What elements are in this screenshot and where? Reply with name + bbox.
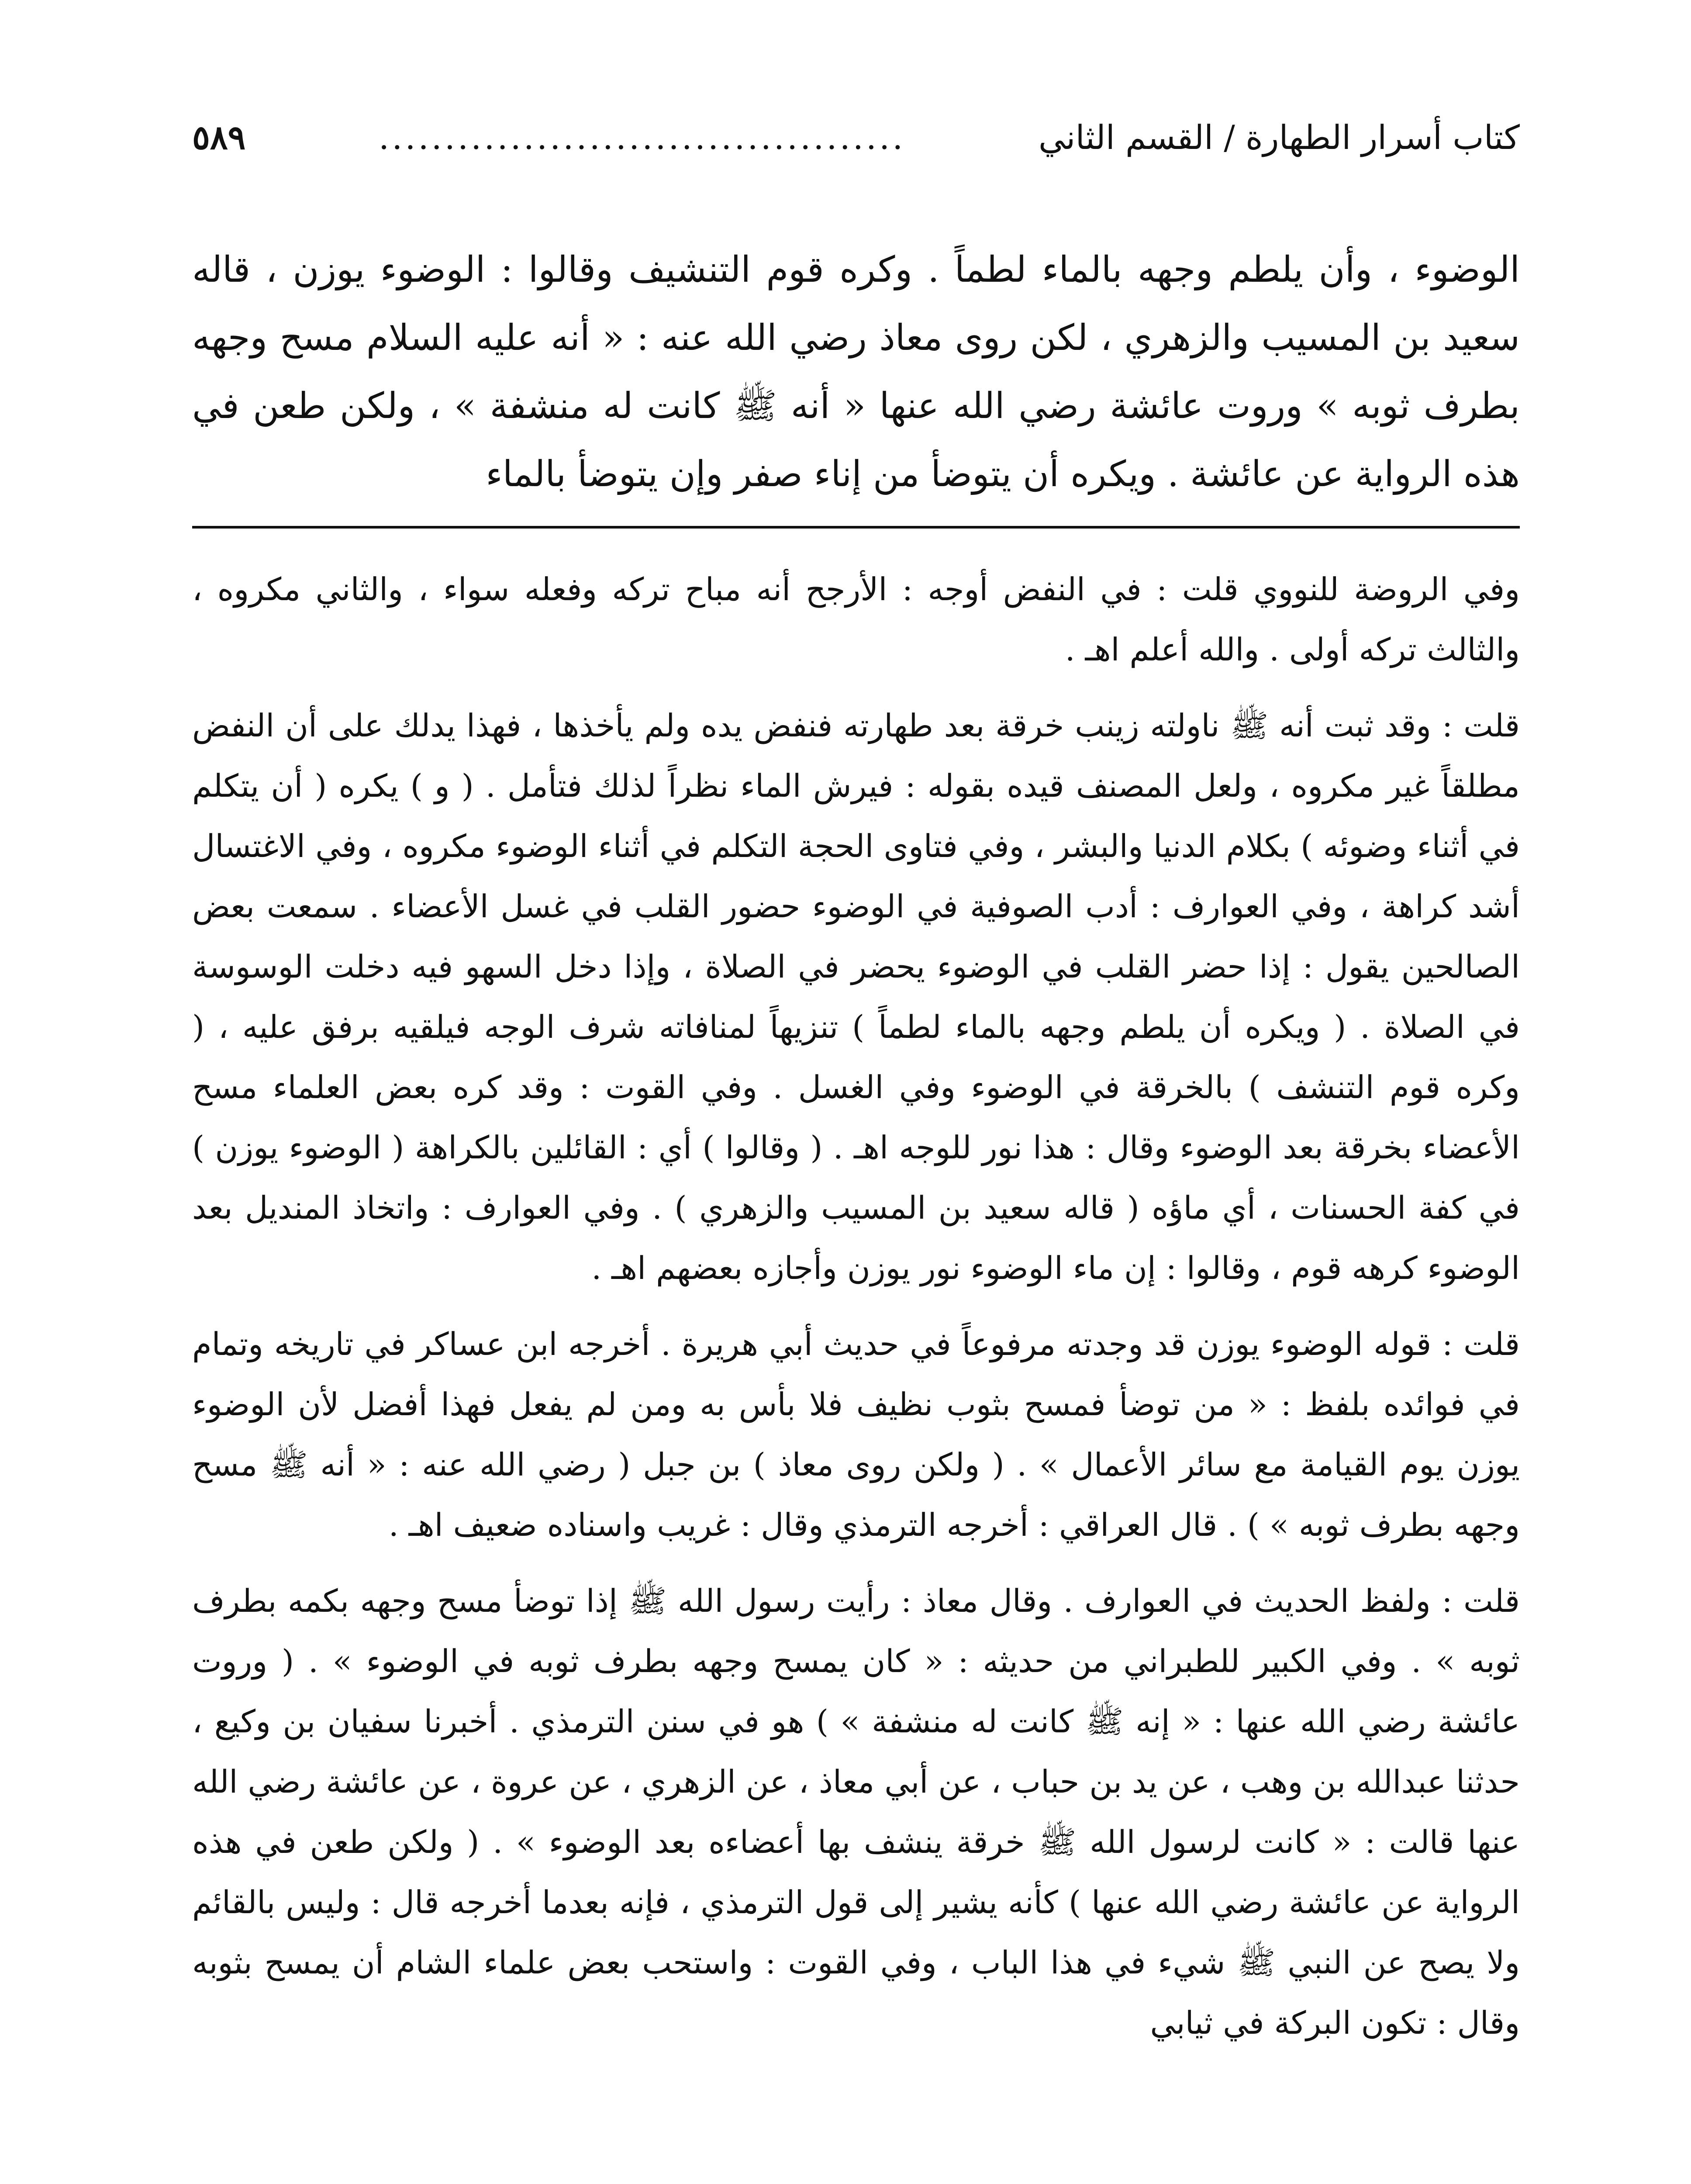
running-header <box>192 109 1520 175</box>
footnote-divider <box>192 526 1520 529</box>
main-text: الوضوء ، وأن يلطم وجهه بالماء لطماً . وكره قوم التنشيف وقالوا : الوضوء يوزن ، قاله سعيد بن المسيب والزهري ، لكن روى معاذ رضي الله عنه : « أنه عليه السلام مسح وجهه بطرف ثوبه » وروت عائشة رضي الله عنها « أنه ﷺ كانت له منشفة » ، ولكن طعن في هذه الرواية عن عائشة . ويكره أن يتوضأ من إناء صفر وإن يتوضأ بالماء <box>192 249 1520 495</box>
running-title: كتاب أسرار الطهارة / القسم الثاني <box>1038 118 1520 157</box>
commentary-paragraph-1: وفي الروضة للنووي قلت : في النفض أوجه : الأرجح أنه مباح تركه وفعله سواء ، والثاني مكروه ، والثالث تركه أولى . والله أعلم اهـ . <box>192 571 1520 668</box>
commentary-paragraph-3: قلت : قوله الوضوء يوزن قد وجدته مرفوعاً في حديث أبي هريرة . أخرجه ابن عساكر في تاريخه وتمام في فوائده بلفظ : « من توضأ فمسح بثوب نظيف فلا بأس به ومن لم يفعل فهذا أفضل لأن الوضوء يوزن يوم القيامة مع سائر الأعمال » . ( ولكن روى معاذ ) بن جبل ( رضي الله عنه : « أنه ﷺ مسح وجهه بطرف ثوبه » ) . قال العراقي : أخرجه الترمذي وقال : غريب واسناده ضعيف اهـ . <box>192 1326 1520 1543</box>
commentary <box>192 559 1520 2053</box>
commentary-paragraph-2: قلت : وقد ثبت أنه ﷺ ناولته زينب خرقة بعد طهارته فنفض يده ولم يأخذها ، فهذا يدلك على أن النفض مطلقاً غير مكروه ، ولعل المصنف قيده بقوله : فيرش الماء نظراً لذلك فتأمل . ( و ) يكره ( أن يتكلم في أثناء وضوئه ) بكلام الدنيا والبشر ، وفي فتاوى الحجة التكلم في أثناء الوضوء مكروه ، وفي الاغتسال أشد كراهة ، وفي العوارف : أدب الصوفية في الوضوء حضور القلب في غسل الأعضاء . سمعت بعض الصالحين يقول : إذا حضر القلب في الوضوء يحضر في الصلاة ، وإذا دخل السهو فيه دخلت الوسوسة في الصلاة . ( ويكره أن يلطم وجهه بالماء لطماً ) تنزيهاً لمنافاته شرف الوجه فيلقيه برفق عليه ، ( وكره قوم التنشف ) بالخرقة في الوضوء وفي الغسل . وفي القوت : وقد كره بعض العلماء مسح الأعضاء بخرقة بعد الوضوء وقال : هذا نور للوجه اهـ . ( وقالوا ) أي : القائلين بالكراهة ( الوضوء يوزن ) في كفة الحسنات ، أي ماؤه ( قاله سعيد بن المسيب والزهري ) . وفي العوارف : واتخاذ المنديل بعد الوضوء كرهه قوم ، وقالوا : إن ماء الوضوء نور يوزن وأجازه بعضهم اهـ . <box>192 707 1520 1286</box>
book-page <box>192 109 1520 2069</box>
leader-dots: ........................................ <box>379 118 906 157</box>
commentary-paragraph-4: قلت : ولفظ الحديث في العوارف . وقال معاذ : رأيت رسول الله ﷺ إذا توضأ مسح وجهه بكمه بطرف ثوبه » . وفي الكبير للطبراني من حديثه : « كان يمسح وجهه بطرف ثوبه في الوضوء » . ( وروت عائشة رضي الله عنها : « إنه ﷺ كانت له منشفة » ) هو في سنن الترمذي . أخبرنا سفيان بن وكيع ، حدثنا عبدالله بن وهب ، عن يد بن حباب ، عن أبي معاذ ، عن الزهري ، عن عروة ، عن عائشة رضي الله عنها قالت : « كانت لرسول الله ﷺ خرقة ينشف بها أعضاءه بعد الوضوء » . ( ولكن طعن في هذه الرواية عن عائشة رضي الله عنها ) كأنه يشير إلى قول الترمذي ، فإنه بعدما أخرجه قال : وليس بالقائم ولا يصح عن النبي ﷺ شيء في هذا الباب ، وفي القوت : واستحب بعض علماء الشام أن يمسح بثوبه وقال : تكون البركة في ثيابي <box>192 1583 1520 2041</box>
page-number: ٥٨٩ <box>192 118 246 157</box>
